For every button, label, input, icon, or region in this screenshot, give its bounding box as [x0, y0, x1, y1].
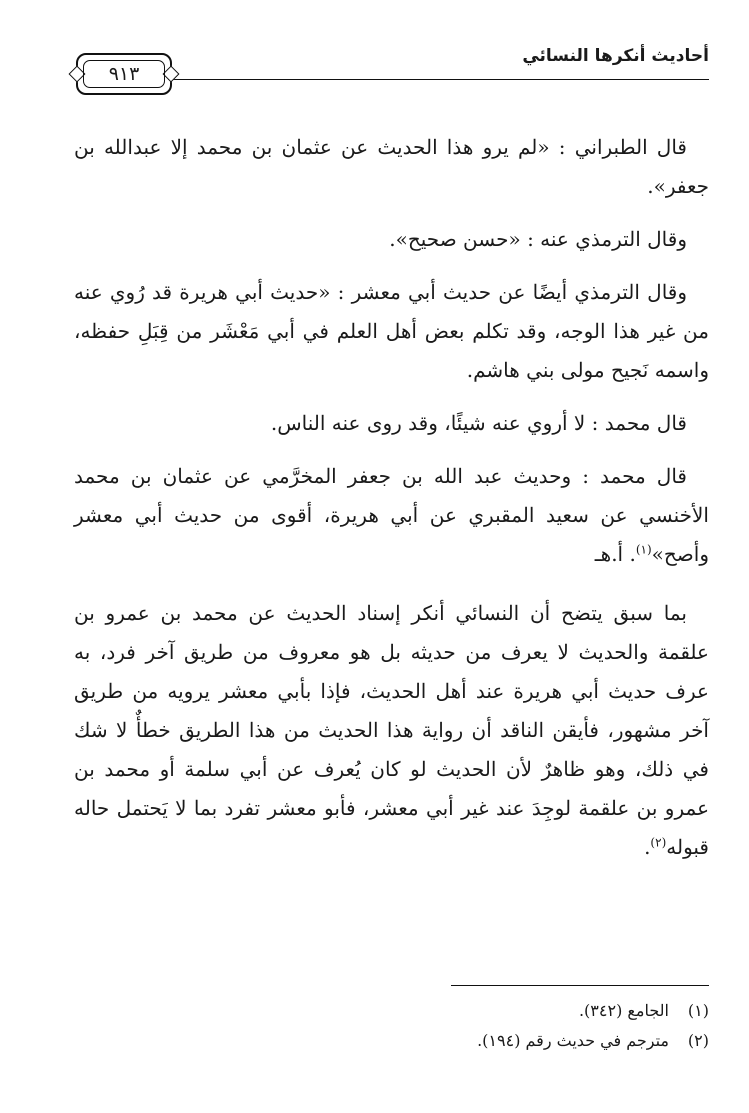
footnote-text: مترجم في حديث رقم (١٩٤).: [477, 1031, 669, 1050]
paragraph-conclusion: [74, 594, 709, 867]
paragraph-tirmidhi-abu-mashar: وقال الترمذي أيضًا عن حديث أبي معشر : «حديث أبي هريرة قد رُوي عنه من غير هذا الوجه، وقد تكلم بعض أهل العلم في أبي مَعْشَر من قِبَلِ حفظه، واسمه نَجيح مولى بني هاشم.: [74, 280, 709, 382]
paragraph-text: قال محمد : وحديث عبد الله بن جعفر المخرَّمي عن عثمان بن محمد الأخنسي عن سعيد المقبري عن أبي هريرة، أقوى من حديث أبي معشر وأصح»: [74, 464, 709, 566]
footnotes: [69, 996, 709, 1056]
footnote-ref-1[interactable]: (١): [635, 542, 652, 557]
footnote-separator: [451, 985, 709, 986]
footnote-number: (٢): [687, 1031, 709, 1050]
running-title: أحاديث أنكرها النسائي: [522, 46, 709, 66]
footnote-text: الجامع (٣٤٢).: [578, 1001, 669, 1020]
page-number: ٩١٣: [83, 60, 165, 88]
body-text: [74, 128, 709, 881]
footnote-ref-2[interactable]: (٢): [650, 835, 667, 850]
page-number-frame: [76, 53, 172, 95]
paragraph-tirmidhi-grade: وقال الترمذي عنه : «حسن صحيح».: [389, 227, 687, 251]
paragraph-muhammad-1: قال محمد : لا أروي عنه شيئًا، وقد روى عنه الناس.: [270, 411, 687, 435]
footnote-1: [69, 996, 709, 1026]
header-rule: [168, 79, 709, 80]
paragraph-text: بما سبق يتضح أن النسائي أنكر إسناد الحديث عن محمد بن عمرو بن علقمة والحديث لا يعرف من حديثه بل هو معروف من طريق آخر فرد، به عرف حديث أبي هريرة عند أهل الحديث، فإذا بأبي معشر يرويه من طريق آخر مشهور، فأيقن الناقد أن رواية هذا الحديث من هذا الطريق خطأٌ لا شك في ذلك، وهو ظاهرٌ لأن الحديث لو كان يُعرف عن أبي سلمة أو محمد بن عمرو بن علقمة لوجِدَ عند غير أبي معشر، فأبو معشر تفرد بما لا يَحتمل حاله قبوله: [74, 601, 709, 859]
paragraph-tail: . أ.هـ: [594, 542, 636, 566]
paragraph-muhammad-2: [74, 457, 709, 574]
footnote-number: (١): [687, 1001, 709, 1020]
footnote-2: [69, 1026, 709, 1056]
paragraph-tabarani: قال الطبراني : «لم يرو هذا الحديث عن عثمان بن محمد إلا عبدالله بن جعفر».: [74, 135, 709, 198]
paragraph-tail: .: [644, 835, 651, 859]
